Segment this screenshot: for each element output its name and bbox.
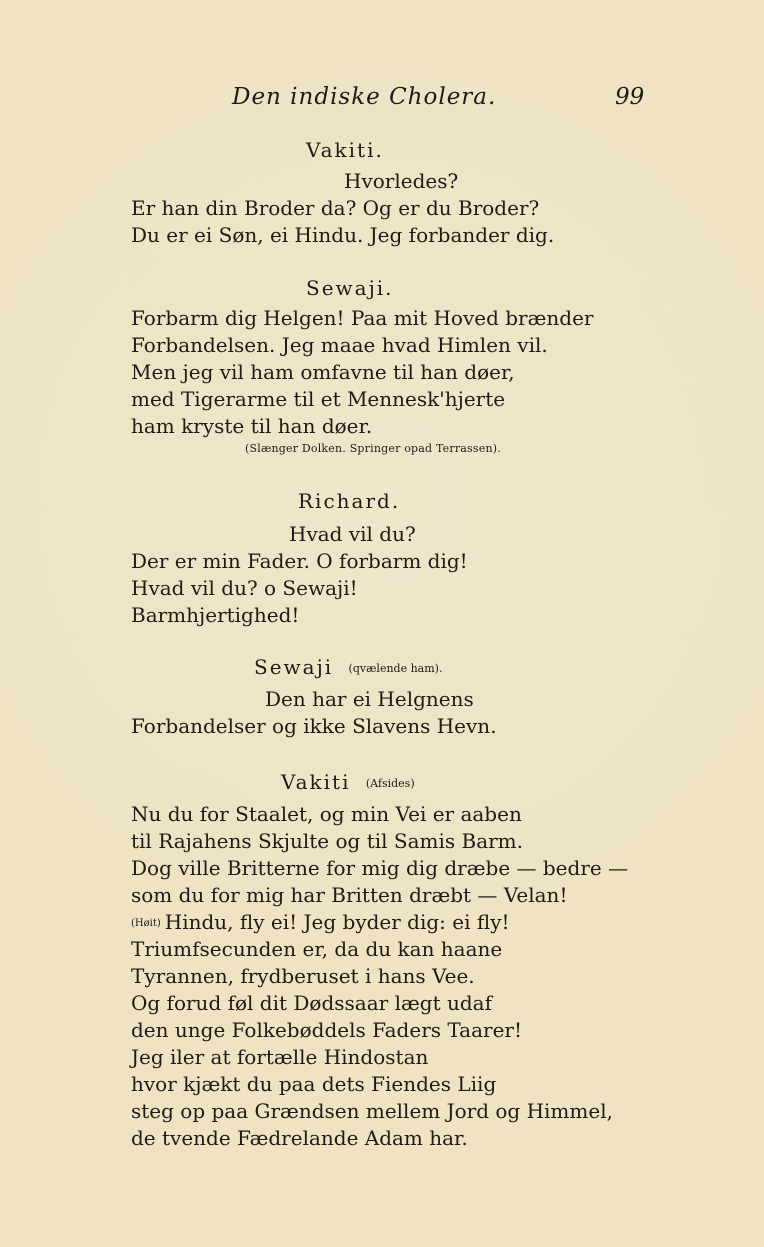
running-title: Den indiske Cholera. <box>232 84 497 110</box>
verse-line: som du for mig har Britten dræbt — Velan! <box>131 883 568 907</box>
verse-line: Du er ei Søn, ei Hindu. Jeg forbander dig. <box>131 223 555 247</box>
verse-line: Er han din Broder da? Og er du Broder? <box>131 196 540 220</box>
speaker-name: Sewaji <box>254 655 334 679</box>
verse-line: Forbandelsen. Jeg maae hvad Himlen vil. <box>131 333 548 357</box>
page-number: 99 <box>615 84 645 110</box>
speaker-sewaji-2 <box>254 655 442 679</box>
verse-line: Der er min Fader. O forbarm dig! <box>131 549 468 573</box>
page-header <box>0 84 764 114</box>
verse-line: Dog ville Britterne for mig dig dræbe — bedre — <box>131 856 629 880</box>
verse-line: hvor kjækt du paa dets Fiendes Liig <box>131 1072 497 1096</box>
verse-text: Hindu, fly ei! Jeg byder dig: ei fly! <box>164 910 510 934</box>
verse-line: Jeg iler at fortælle Hindostan <box>131 1045 429 1069</box>
speaker-note: (Afsides) <box>365 777 415 790</box>
speaker-note: (qvælende ham). <box>348 662 443 675</box>
speaker-vakiti: Vakiti. <box>306 138 384 162</box>
verse-line: Nu du for Staalet, og min Vei er aaben <box>131 802 522 826</box>
verse-line: Barmhjertighed! <box>131 603 300 627</box>
stage-direction: (Slænger Dolken. Springer opad Terrassen). <box>245 442 501 455</box>
verse-line: den unge Folkebøddels Faders Taarer! <box>131 1018 523 1042</box>
verse-line: Forbandelser og ikke Slavens Hevn. <box>131 714 497 738</box>
verse-line: Forbarm dig Helgen! Paa mit Hoved brænder <box>131 306 594 330</box>
verse-line: til Rajahens Skjulte og til Samis Barm. <box>131 829 524 853</box>
verse-line: de tvende Fædrelande Adam har. <box>131 1126 468 1150</box>
verse-line: med Tigerarme til et Mennesk'hjerte <box>131 387 506 411</box>
verse-line: Tyrannen, frydberuset i hans Vee. <box>131 964 475 988</box>
verse-line: ham kryste til han døer. <box>131 414 373 438</box>
inline-stage-cue: (Høit) <box>131 918 161 929</box>
speaker-sewaji: Sewaji. <box>306 276 394 300</box>
verse-line: Hvad vil du? o Sewaji! <box>131 576 358 600</box>
verse-line: Hvorledes? <box>344 169 459 193</box>
verse-line: steg op paa Grændsen mellem Jord og Himmel, <box>131 1099 613 1123</box>
verse-line: Og forud føl dit Dødssaar lægt udaf <box>131 991 492 1015</box>
verse-line: Men jeg vil ham omfavne til han døer, <box>131 360 515 384</box>
verse-line <box>131 909 510 937</box>
speaker-richard: Richard. <box>298 489 401 513</box>
speaker-vakiti-2 <box>281 770 415 794</box>
verse-line: Hvad vil du? <box>289 522 416 546</box>
speaker-name: Vakiti <box>281 770 351 794</box>
verse-line: Triumfsecunden er, da du kan haane <box>131 937 503 961</box>
verse-line: Den har ei Helgnens <box>265 687 474 711</box>
